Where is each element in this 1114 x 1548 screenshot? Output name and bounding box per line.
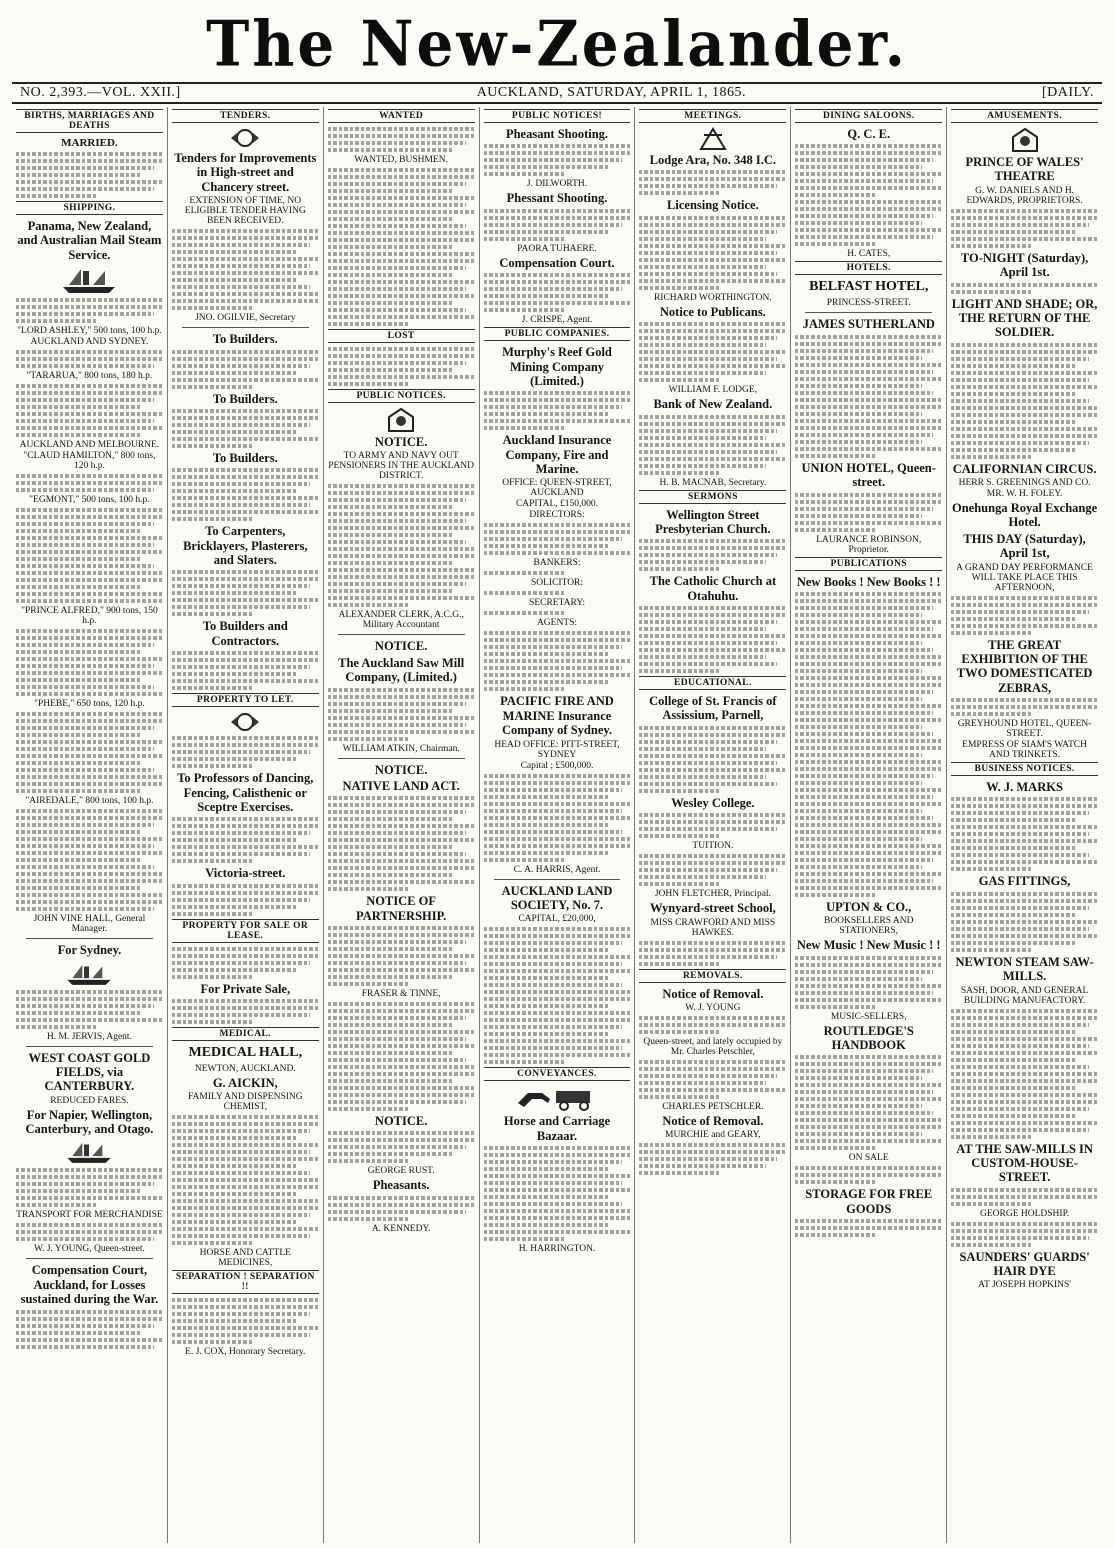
wanted-text-2 <box>328 168 475 326</box>
carpenters-text <box>172 570 319 616</box>
notice-heading-5: NOTICE. <box>374 1114 428 1128</box>
section-sermons: SERMONS <box>639 490 786 504</box>
bankers-text <box>484 571 631 575</box>
compensation-text <box>484 273 631 312</box>
sailing-table-5 <box>16 629 163 696</box>
aickin-heading: G. AICKIN, <box>212 1076 278 1091</box>
egmont-heading: "EGMONT," 500 tons, 100 h.p. <box>29 495 150 506</box>
partnership-text <box>328 926 475 986</box>
marks-heading: W. J. MARKS <box>986 780 1063 794</box>
greenings-heading: HERR S. GREENINGS AND CO. <box>958 478 1091 488</box>
column-4 <box>480 107 636 1543</box>
section-removals: REMOVALS. <box>639 969 786 983</box>
private-sale-heading: For Private Sale, <box>200 981 291 996</box>
divider <box>494 879 621 880</box>
to-builders-heading-1: To Builders. <box>212 332 278 347</box>
royal-crest-icon <box>328 407 475 433</box>
zebras-heading: THE GREAT EXHIBITION OF THE TWO DOMESTICATED ZEBRAS, <box>956 637 1093 695</box>
airedale-heading: "AIREDALE," 800 tons, 100 h.p. <box>25 796 154 807</box>
army-navy-heading: TO ARMY AND NAVY OUT PENSIONERS IN THE AUCKLAND DISTRICT. <box>328 451 475 482</box>
contractors-text <box>172 651 319 690</box>
steam-saw-mills-heading: NEWTON STEAM SAW-MILLS. <box>955 954 1094 984</box>
saw-mills-text <box>951 1009 1098 1139</box>
storage-text <box>795 1219 942 1237</box>
custom-house-text <box>951 1188 1098 1206</box>
lodge-ara-heading: Lodge Ara, No. 348 I.C. <box>649 153 777 167</box>
agents-text <box>484 631 631 691</box>
land-society-text <box>484 927 631 1064</box>
saw-mill-text <box>328 688 475 741</box>
panama-service-heading: Panama, New Zealand, and Australian Mail Steam Service. <box>17 219 162 262</box>
masonic-emblem-icon <box>639 127 786 151</box>
section-tenders: TENDERS. <box>172 109 319 123</box>
theatre-heading: PRINCE OF WALES' THEATRE <box>965 155 1084 184</box>
notice-heading-1: NOTICE. <box>374 435 428 449</box>
publicans-heading: Notice to Publicans. <box>659 304 766 319</box>
victoria-text <box>172 884 319 916</box>
union-text <box>795 493 942 532</box>
holdship-signature: GEORGE HOLDSHIP. <box>979 1208 1070 1219</box>
married-heading: MARRIED. <box>61 137 118 149</box>
to-builders-heading-2: To Builders. <box>212 391 278 406</box>
napier-heading: For Napier, Wellington, Canterbury, and Otago. <box>25 1107 154 1136</box>
grand-performance: A GRAND DAY PERFORMANCE WILL TAKE PLACE THIS AFTERNOON, <box>956 562 1093 593</box>
routledge-list <box>795 1055 942 1150</box>
macnab-signature: H. B. MACNAB, Secretary. <box>659 477 767 488</box>
agents-heading: AGENTS: <box>536 618 578 629</box>
belfast-hotel-heading: BELFAST HOTEL, <box>809 279 929 295</box>
sailing-table-7 <box>16 809 163 911</box>
booksellers-heading: BOOKSELLERS AND STATIONERS, <box>823 916 914 937</box>
licensing-text <box>639 216 786 290</box>
builders-text-1 <box>172 350 319 389</box>
lost-text <box>328 347 475 386</box>
lord-ashley-heading: "LORD ASHLEY," 500 tons, 100 h.p. <box>17 326 162 337</box>
compensation-court-heading: Compensation Court, Auckland, for Losses sustained during the War. <box>20 1263 159 1307</box>
section-conveyances: CONVEYANCES. <box>484 1067 631 1081</box>
crispe-signature: J. CRISPE, Agent. <box>521 315 593 326</box>
divider <box>26 1258 153 1259</box>
column-6 <box>791 107 947 1543</box>
st-francis-text <box>639 726 786 793</box>
daniels-heading: G. W. DANIELS AND H. EDWARDS, PROPRIETORS. <box>966 185 1083 206</box>
petschler-signature: CHARLES PETSCHLER. <box>662 1101 764 1112</box>
licensing-notice-heading: Licensing Notice. <box>667 198 759 213</box>
medical-hall-heading: MEDICAL HALL, <box>188 1045 303 1060</box>
wesley-college-heading: Wesley College. <box>671 795 755 810</box>
exchange-hotel-heading: Onehunga Royal Exchange Hotel. <box>952 501 1098 530</box>
section-business-notices: BUSINESS NOTICES. <box>951 762 1098 776</box>
section-hotels: HOTELS. <box>795 261 942 275</box>
issue-edition: [DAILY. <box>1041 85 1094 100</box>
steamship-icon-2 <box>16 961 163 987</box>
light-shade-heading: LIGHT AND SHADE; OR, THE RETURN OF THE SOLDIER. <box>951 296 1098 340</box>
mail-service-text <box>16 298 163 323</box>
theatre-text <box>951 209 1098 248</box>
marriage-notice <box>16 152 163 198</box>
divider <box>338 758 465 759</box>
professors-text <box>172 817 319 863</box>
section-property-to-let: PROPERTY TO LET. <box>172 693 319 707</box>
pensioners-text <box>328 484 475 607</box>
upton-heading: UPTON & CO., <box>826 899 912 914</box>
issue-bar <box>12 82 1102 104</box>
reduced-fares-heading: REDUCED FARES. <box>50 1095 129 1106</box>
west-coast-heading: WEST COAST GOLD FIELDS, via CANTERBURY. <box>28 1050 151 1094</box>
vine-hall-signature: JOHN VINE HALL, General Manager. <box>33 914 146 935</box>
notice-heading-2: NOTICE. <box>374 639 428 654</box>
circus-text <box>951 596 1098 635</box>
sailing-table-2 <box>16 384 163 437</box>
auckland-melbourne-heading: AUCKLAND AND MELBOURNE. <box>19 440 160 451</box>
notice-heading-3: NOTICE. <box>374 762 428 777</box>
greyhound-heading: GREYHOUND HOTEL, QUEEN-STREET. <box>957 719 1092 739</box>
tonight-text <box>951 283 1098 294</box>
column-3 <box>324 107 480 1543</box>
cox-signature: E. J. COX, Honorary Secretary. <box>185 1347 306 1358</box>
on-sale-text <box>795 1166 942 1184</box>
native-land-heading: NATIVE LAND ACT. <box>342 778 460 793</box>
prince-alfred-heading: "PRINCE ALFRED," 900 tons, 150 h.p. <box>21 606 158 627</box>
sailing-table-3 <box>16 474 163 492</box>
routledge-heading: ROUTLEDGE'S HANDBOOK <box>823 1023 914 1053</box>
holdship-text <box>951 1222 1098 1247</box>
section-property-for-sale: PROPERTY FOR SALE OR LEASE. <box>172 919 319 943</box>
auckland-sydney-heading: AUCKLAND AND SYDNEY. <box>30 337 149 348</box>
kennedy-signature: A. KENNEDY. <box>371 1223 431 1234</box>
tender-extension: EXTENSION OF TIME, NO ELIGIBLE TENDER HAVING BEEN RECEIVED. <box>184 196 306 227</box>
robinson-signature: LAURANCE ROBINSON, Proprietor. <box>816 534 922 555</box>
section-public-notices-2: PUBLIC NOTICES! <box>484 109 631 123</box>
catholic-church-heading: The Catholic Church at Otahuhu. <box>649 574 777 603</box>
lodge-text <box>639 170 786 195</box>
fletcher-signature: JOHN FLETCHER, Principal. <box>654 889 771 900</box>
section-educational: EDUCATIONAL. <box>639 676 786 690</box>
tararua-heading: "TARARUA," 800 tons, 180 h.p. <box>26 371 153 382</box>
sash-heading: SASH, DOOR, AND GENERAL BUILDING MANUFACTORY. <box>960 985 1089 1006</box>
trespass-text <box>328 1131 475 1163</box>
young-signature: W. J. YOUNG, Queen-street. <box>33 1244 145 1255</box>
tuition-text <box>639 854 786 886</box>
cates-signature: H. CATES, <box>847 249 891 260</box>
harrington-signature: H. HARRINGTON. <box>518 1244 596 1254</box>
pacific-text <box>484 774 631 862</box>
lodge-signature: WILLIAM F. LODGE, <box>668 385 758 396</box>
sutherland-heading: JAMES SUTHERLAND <box>802 317 935 332</box>
storage-heading: STORAGE FOR FREE GOODS <box>805 1187 933 1216</box>
solicitor-text <box>484 591 631 595</box>
sailing-table-4 <box>16 508 163 603</box>
st-francis-heading: College of St. Francis of Assissium, Parnell, <box>649 694 777 723</box>
partnership-heading: NOTICE OF PARTNERSHIP. <box>356 894 447 923</box>
compensation-court-heading-2: Compensation Court. <box>499 255 615 270</box>
sale-text <box>172 947 319 979</box>
section-births-marriages-deaths: BIRTHS, MARRIAGES AND DEATHS <box>16 109 163 133</box>
new-music-heading: New Music ! New Music ! ! <box>796 938 941 953</box>
directors-heading: DIRECTORS: <box>529 510 585 521</box>
section-shipping: SHIPPING. <box>16 201 163 215</box>
queen-street-heading: Queen-street, and lately occupied by Mr. Charles Petschler, <box>643 1036 783 1057</box>
partnership-text-2 <box>328 1002 475 1111</box>
marks-text <box>951 797 1098 871</box>
hopkins-heading: AT JOSEPH HOPKINS' <box>978 1280 1072 1291</box>
pheasant-shooting-heading-2: Phessant Shooting. <box>506 191 608 206</box>
tuhaere-signature: PAORA TUHAERE. <box>517 243 597 254</box>
pheasant-text-2 <box>484 209 631 241</box>
on-sale-heading: ON SALE <box>848 1153 889 1164</box>
murchie-heading: MURCHIE and GEARY, <box>665 1130 761 1141</box>
masthead-title: The New-Zealander. <box>206 7 908 81</box>
professors-heading: To Professors of Dancing, Fencing, Calisthenic or Sceptre Exercises. <box>177 771 314 814</box>
carpenters-heading: To Carpenters, Bricklayers, Plasterers, and Slaters. <box>183 524 308 567</box>
land-society-heading: AUCKLAND LAND SOCIETY, No. 7. <box>501 883 613 912</box>
rust-signature: GEORGE RUST. <box>367 1166 435 1177</box>
princess-street: PRINCESS-STREET. <box>826 298 911 309</box>
fraser-tinne: FRASER & TINNE, <box>361 989 441 999</box>
chemist-heading: FAMILY AND DISPENSING CHEMIST, <box>187 1092 303 1113</box>
column-2 <box>168 107 324 1543</box>
clerk-signature: ALEXANDER CLERK, A.C.G., Military Accountant <box>338 610 464 631</box>
dilworth-signature: J. DILWORTH. <box>526 179 588 190</box>
union-hotel-heading: UNION HOTEL, Queen-street. <box>801 460 936 490</box>
gas-text <box>951 892 1098 952</box>
worthington-signature: RICHARD WORTHINGTON. <box>653 292 772 303</box>
napier-text <box>16 1168 163 1207</box>
removal-heading-1: Notice of Removal. <box>662 986 764 1001</box>
qce-heading: Q. C. E. <box>847 127 891 141</box>
issue-date: AUCKLAND, SATURDAY, APRIL 1, 1865. <box>476 85 746 100</box>
circus-heading: CALIFORNIAN CIRCUS. <box>952 461 1097 476</box>
transport-heading: TRANSPORT FOR MERCHANDISE <box>16 1210 163 1221</box>
crest-icon-2 <box>172 711 319 733</box>
capital-heading: CAPITAL, £150,000. <box>515 499 599 510</box>
divider <box>182 327 309 328</box>
directors-text <box>484 523 631 555</box>
column-7 <box>947 107 1102 1543</box>
compensation-court-text <box>16 1310 163 1349</box>
pacific-insurance-heading: PACIFIC FIRE AND MARINE Insurance Company of Sydney. <box>500 694 614 738</box>
bazaar-text <box>484 1146 631 1241</box>
steamship-icon <box>16 265 163 295</box>
wanted-text-1 <box>328 127 475 152</box>
steamship-icon-3 <box>16 1139 163 1165</box>
saunders-heading: SAUNDERS' GUARDS' HAIR DYE <box>959 1249 1090 1278</box>
property-text-1 <box>172 736 319 768</box>
music-list <box>795 956 942 1009</box>
divider <box>26 1046 153 1047</box>
solicitor-heading: SOLICITOR: <box>530 578 584 589</box>
section-wanted: WANTED <box>328 109 475 123</box>
section-public-companies: PUBLIC COMPANIES. <box>484 327 631 341</box>
capital-2: Capital ; £500,000. <box>520 760 594 771</box>
column-1 <box>12 107 168 1543</box>
gas-fittings-heading: GAS FITTINGS, <box>978 874 1071 889</box>
section-dining-saloons: DINING SALOONS. <box>795 109 942 123</box>
builders-text-2 <box>172 409 319 448</box>
catholic-text <box>639 606 786 673</box>
removal-text-3 <box>639 1143 786 1175</box>
wj-young-heading: W. J. YOUNG <box>685 1002 741 1013</box>
capital-3: CAPITAL, £20,000, <box>518 914 596 925</box>
wellington-church-text <box>639 539 786 571</box>
section-medical: MEDICAL. <box>172 1027 319 1041</box>
sailing-table-6 <box>16 712 163 793</box>
removal-text-2 <box>639 1060 786 1099</box>
section-amusements: AMUSEMENTS. <box>951 109 1098 123</box>
insurance-heading: Auckland Insurance Company, Fire and Marine. <box>502 433 612 476</box>
pheasants-heading: Pheasants. <box>372 1178 430 1193</box>
jervis-signature: H. M. JERVIS, Agent. <box>46 1031 132 1042</box>
belfast-text <box>795 335 942 458</box>
bank-nz-heading: Bank of New Zealand. <box>653 397 773 412</box>
tender-improvements-heading: Tenders for Improvements in High-street and Chancery street. <box>174 151 317 194</box>
new-books-heading: New Books ! New Books ! ! <box>796 574 941 589</box>
saw-mill-heading: The Auckland Saw Mill Company, (Limited.) <box>338 655 465 685</box>
bankers-heading: BANKERS: <box>533 558 581 569</box>
secretary-text <box>484 611 631 615</box>
wellington-church-heading: Wellington Street Presbyterian Church. <box>655 507 771 536</box>
pheasants-text <box>328 1196 475 1221</box>
wynyard-school-heading: Wynyard-street School, <box>650 901 776 916</box>
zebras-text <box>951 698 1098 716</box>
tender-text-1 <box>172 229 319 310</box>
royal-crest-icon-2 <box>951 127 1098 153</box>
masthead <box>12 6 1102 82</box>
ogilvie-signature: JNO. OGILVIE, Secretary <box>195 313 296 324</box>
custom-house-heading: AT THE SAW-MILLS IN CUSTOM-HOUSE-STREET. <box>956 1141 1093 1185</box>
removal-text-1 <box>639 1016 786 1034</box>
horse-medicines-heading: HORSE AND CATTLE MEDICINES, <box>199 1248 291 1269</box>
wesley-text <box>639 813 786 838</box>
section-publications: PUBLICATIONS <box>795 557 942 571</box>
private-sale-text <box>172 999 319 1024</box>
harris-signature: C. A. HARRIS, Agent. <box>513 864 601 875</box>
bazaar-heading: Horse and Carriage Bazaar. <box>503 1114 611 1143</box>
foley-heading: MR. W. H. FOLEY. <box>986 489 1063 499</box>
this-day-heading: THIS DAY (Saturday), April 1st, <box>963 531 1086 561</box>
victoria-street-heading: Victoria-street. <box>205 866 286 881</box>
section-meetings: MEETINGS. <box>639 109 786 123</box>
medical-text <box>172 1115 319 1245</box>
pheasant-text-1 <box>484 144 631 176</box>
programme-text <box>951 343 1098 459</box>
divider <box>338 634 465 635</box>
horse-carriage-icon <box>484 1085 631 1111</box>
separation-text <box>172 1298 319 1344</box>
native-land-text <box>328 796 475 891</box>
atkin-signature: WILLIAM ATKIN, Chairman. <box>342 743 460 754</box>
tuition-heading: TUITION. <box>692 841 734 852</box>
contractors-heading: To Builders and Contractors. <box>202 619 288 648</box>
sailing-table-1 <box>16 350 163 368</box>
pheasant-shooting-heading-1: Pheasant Shooting. <box>505 127 609 141</box>
issue-number: NO. 2,393.—VOL. XXII.] <box>20 85 181 100</box>
newton-heading: NEWTON, AUCKLAND. <box>194 1064 296 1075</box>
murphy-reef-heading: Murphy's Reef Gold Mining Company (Limited.) <box>502 345 612 388</box>
divider <box>805 312 932 313</box>
wanted-bushmen: WANTED, BUSHMEN. <box>354 155 448 165</box>
for-sydney-text <box>16 990 163 1029</box>
tonight-heading: TO-NIGHT (Saturday), April 1st. <box>960 250 1089 280</box>
wynyard-text <box>639 941 786 966</box>
bank-text <box>639 415 786 475</box>
misses-heading: MISS CRAWFORD AND MISS HAWKES. <box>650 917 776 938</box>
books-list <box>795 592 942 897</box>
columns <box>12 107 1102 1543</box>
music-sellers-heading: MUSIC-SELLERS, <box>830 1011 907 1022</box>
section-public-notices: PUBLIC NOTICES. <box>328 389 475 403</box>
to-builders-heading-3: To Builders. <box>212 450 278 465</box>
crest-icon <box>172 127 319 149</box>
claud-hamilton-heading: "CLAUD HAMILTON," 800 tons, 120 h.p. <box>23 451 156 472</box>
for-sydney-heading: For Sydney. <box>57 943 122 958</box>
section-separation: SEPARATION ! SEPARATION !! <box>172 1270 319 1294</box>
murphy-text <box>484 391 631 430</box>
phebe-heading: "PHEBE," 650 tons, 120 h.p. <box>34 699 145 710</box>
dining-text-1 <box>795 144 942 197</box>
office-heading: OFFICE: QUEEN-STREET, AUCKLAND <box>502 478 612 499</box>
section-lost: LOST <box>328 329 475 343</box>
removal-heading-2: Notice of Removal. <box>662 1113 764 1128</box>
column-5 <box>635 107 791 1543</box>
dining-text-2 <box>795 200 942 246</box>
publicans-text <box>639 322 786 382</box>
siam-heading: EMPRESS OF SIAM'S WATCH AND TRINKETS. <box>962 740 1087 760</box>
builders-text-3 <box>172 468 319 521</box>
head-office: HEAD OFFICE: PITT-STREET, SYDNEY <box>494 739 620 760</box>
secretary-heading: SECRETARY: <box>529 598 585 609</box>
transport-text <box>16 1223 163 1241</box>
divider <box>26 938 153 939</box>
